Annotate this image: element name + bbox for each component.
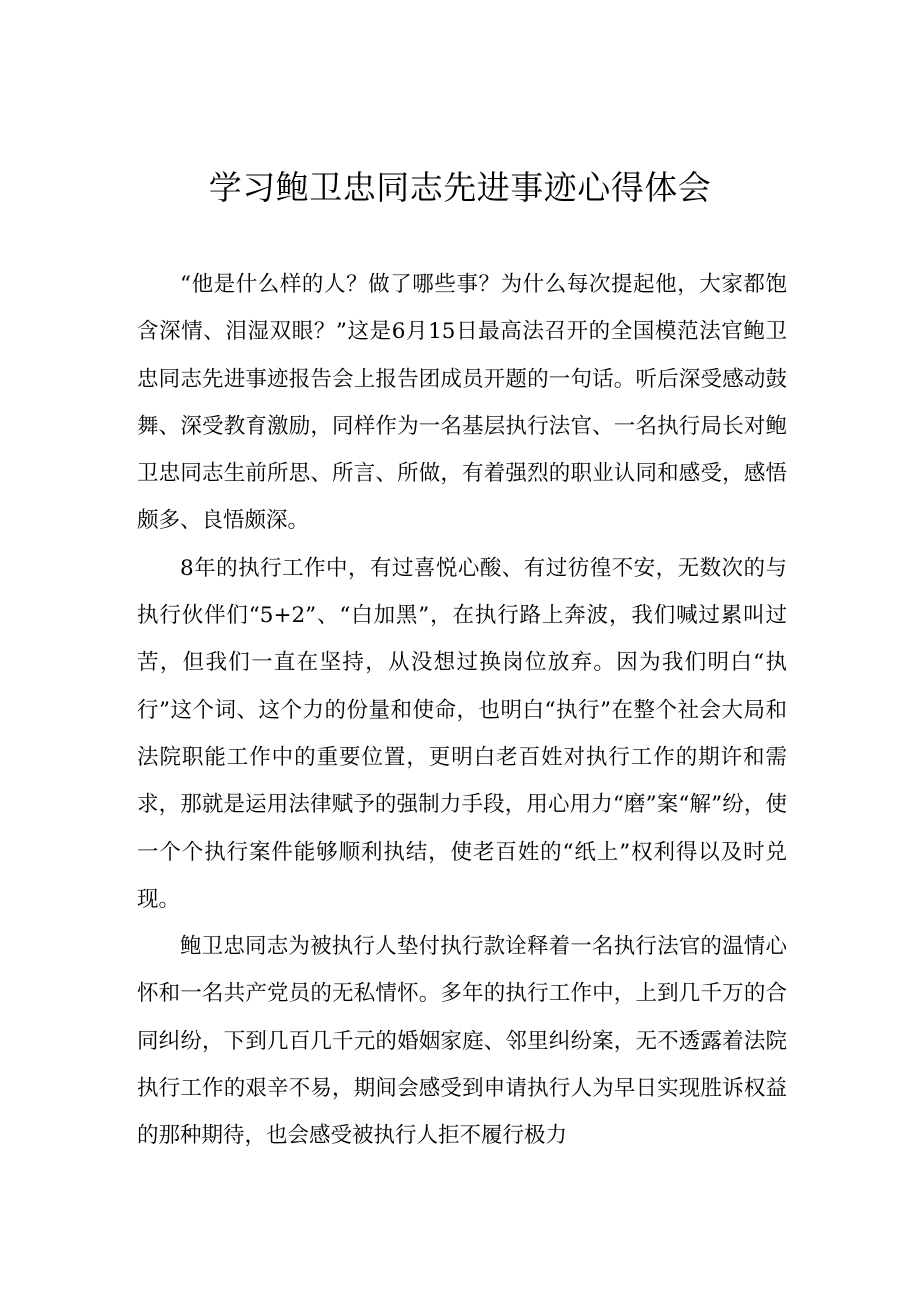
paragraph-3: 鲍卫忠同志为被执行人垫付执行款诠释着一名执行法官的温情心怀和一名共产党员的无私情怀。多年的执行工作中，上到几千万的合同纠纷，下到几百几千元的婚姻家庭、邻里纠纷案，无不透露着法院执行工作的艰辛不易，期间会感受到申请执行人为早日实现胜诉权益的那种期待，也会感受被执行人拒不履行极力	[137, 934, 787, 1149]
paragraph-1: “他是什么样的人？做了哪些事？为什么每次提起他，大家都饱含深情、泪湿双眼？”这是6月15日最高法召开的全国模范法官鲍卫忠同志先进事迹报告会上报告团成员开题的一句话。听后深受感动鼓舞、深受教育激励，同样作为一名基层执行法官、一名执行局长对鲍卫忠同志生前所思、所言、所做，有着强烈的职业认同和感受，感悟颇多、良悟颇深。	[137, 272, 787, 534]
paragraph-2: 8年的执行工作中，有过喜悦心酸、有过彷徨不安，无数次的与执行伙伴们“5+2”、“白加黑”，在执行路上奔波，我们喊过累叫过苦，但我们一直在坚持，从没想过换岗位放弃。因为我们明白“执行”这个词、这个力的份量和使命，也明白“执行”在整个社会大局和法院职能工作中的重要位置，更明白老百姓对执行工作的期许和需求，那就是运用法律赋予的强制力手段，用心用力“磨”案“解”纷，使一个个执行案件能够顺利执结，使老百姓的“纸上”权利得以及时兑现。	[137, 555, 787, 912]
document-title: 学习鲍卫忠同志先进事迹心得体会	[208, 168, 712, 207]
document-body	[137, 261, 787, 1160]
